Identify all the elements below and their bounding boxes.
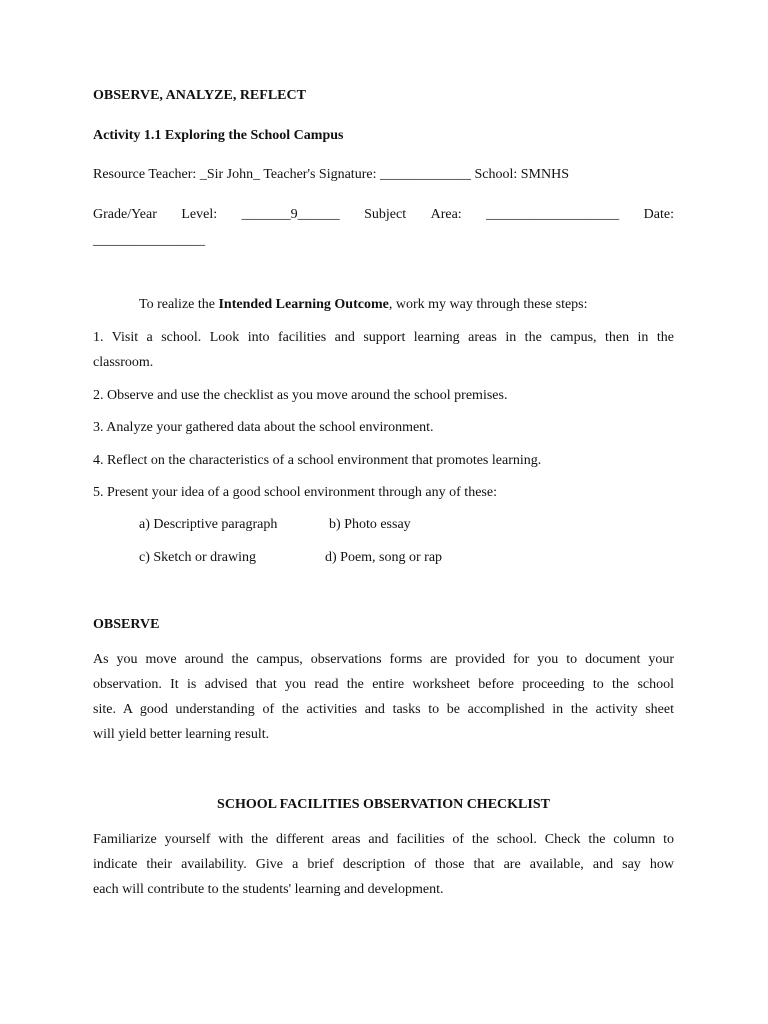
observe-heading: OBSERVE xyxy=(93,617,160,632)
step-1-line-2: classroom. xyxy=(93,355,154,370)
checklist-line-1: Familiarize yourself with the different areas and facilities of the school. Check the column to xyxy=(93,832,674,847)
level-value: _______9______ xyxy=(241,207,340,222)
intro-prefix: To realize the xyxy=(139,297,219,312)
resource-teacher-line: Resource Teacher: _Sir John_ Teacher's Signature: _____________ School: SMNHS xyxy=(93,167,569,182)
intro-suffix: , work my way through these steps: xyxy=(388,297,588,312)
area-label: Area: xyxy=(430,207,462,222)
step-3: 3. Analyze your gathered data about the school environment. xyxy=(93,420,434,435)
checklist-heading: SCHOOL FACILITIES OBSERVATION CHECKLIST xyxy=(217,797,550,812)
checklist-line-2: indicate their availability. Give a brief description of those that are available, and say how xyxy=(93,857,674,872)
area-blank: ___________________ xyxy=(486,207,620,222)
page-title: OBSERVE, ANALYZE, REFLECT xyxy=(93,88,306,103)
step-1-line-1: 1. Visit a school. Look into facilities and support learning areas in the campus, then in the xyxy=(93,330,674,345)
option-b: b) Photo essay xyxy=(329,517,411,532)
observe-line-1: As you move around the campus, observations forms are provided for you to document your xyxy=(93,652,674,667)
option-d: d) Poem, song or rap xyxy=(325,550,443,565)
step-2: 2. Observe and use the checklist as you move around the school premises. xyxy=(93,388,508,403)
grade-year-label: Grade/Year xyxy=(93,207,157,222)
option-c: c) Sketch or drawing xyxy=(139,550,257,565)
level-label: Level: xyxy=(181,207,218,222)
intro-bold: Intended Learning Outcome xyxy=(218,297,389,312)
subject-label: Subject xyxy=(364,207,407,222)
option-a: a) Descriptive paragraph xyxy=(139,517,278,532)
intro-sentence xyxy=(139,296,588,314)
date-label: Date: xyxy=(643,207,674,222)
observe-line-2: observation. It is advised that you read the entire worksheet before proceeding to the school xyxy=(93,677,674,692)
date-blank: ________________ xyxy=(93,233,205,248)
step-4: 4. Reflect on the characteristics of a school environment that promotes learning. xyxy=(93,453,542,468)
step-5: 5. Present your idea of a good school environment through any of these: xyxy=(93,485,497,500)
observe-line-4: will yield better learning result. xyxy=(93,727,270,742)
observe-line-3: site. A good understanding of the activities and tasks to be accomplished in the activity sheet xyxy=(93,702,674,717)
activity-title: Activity 1.1 Exploring the School Campus xyxy=(93,128,344,143)
grade-level-row xyxy=(93,206,674,224)
checklist-line-3: each will contribute to the students' learning and development. xyxy=(93,882,444,897)
